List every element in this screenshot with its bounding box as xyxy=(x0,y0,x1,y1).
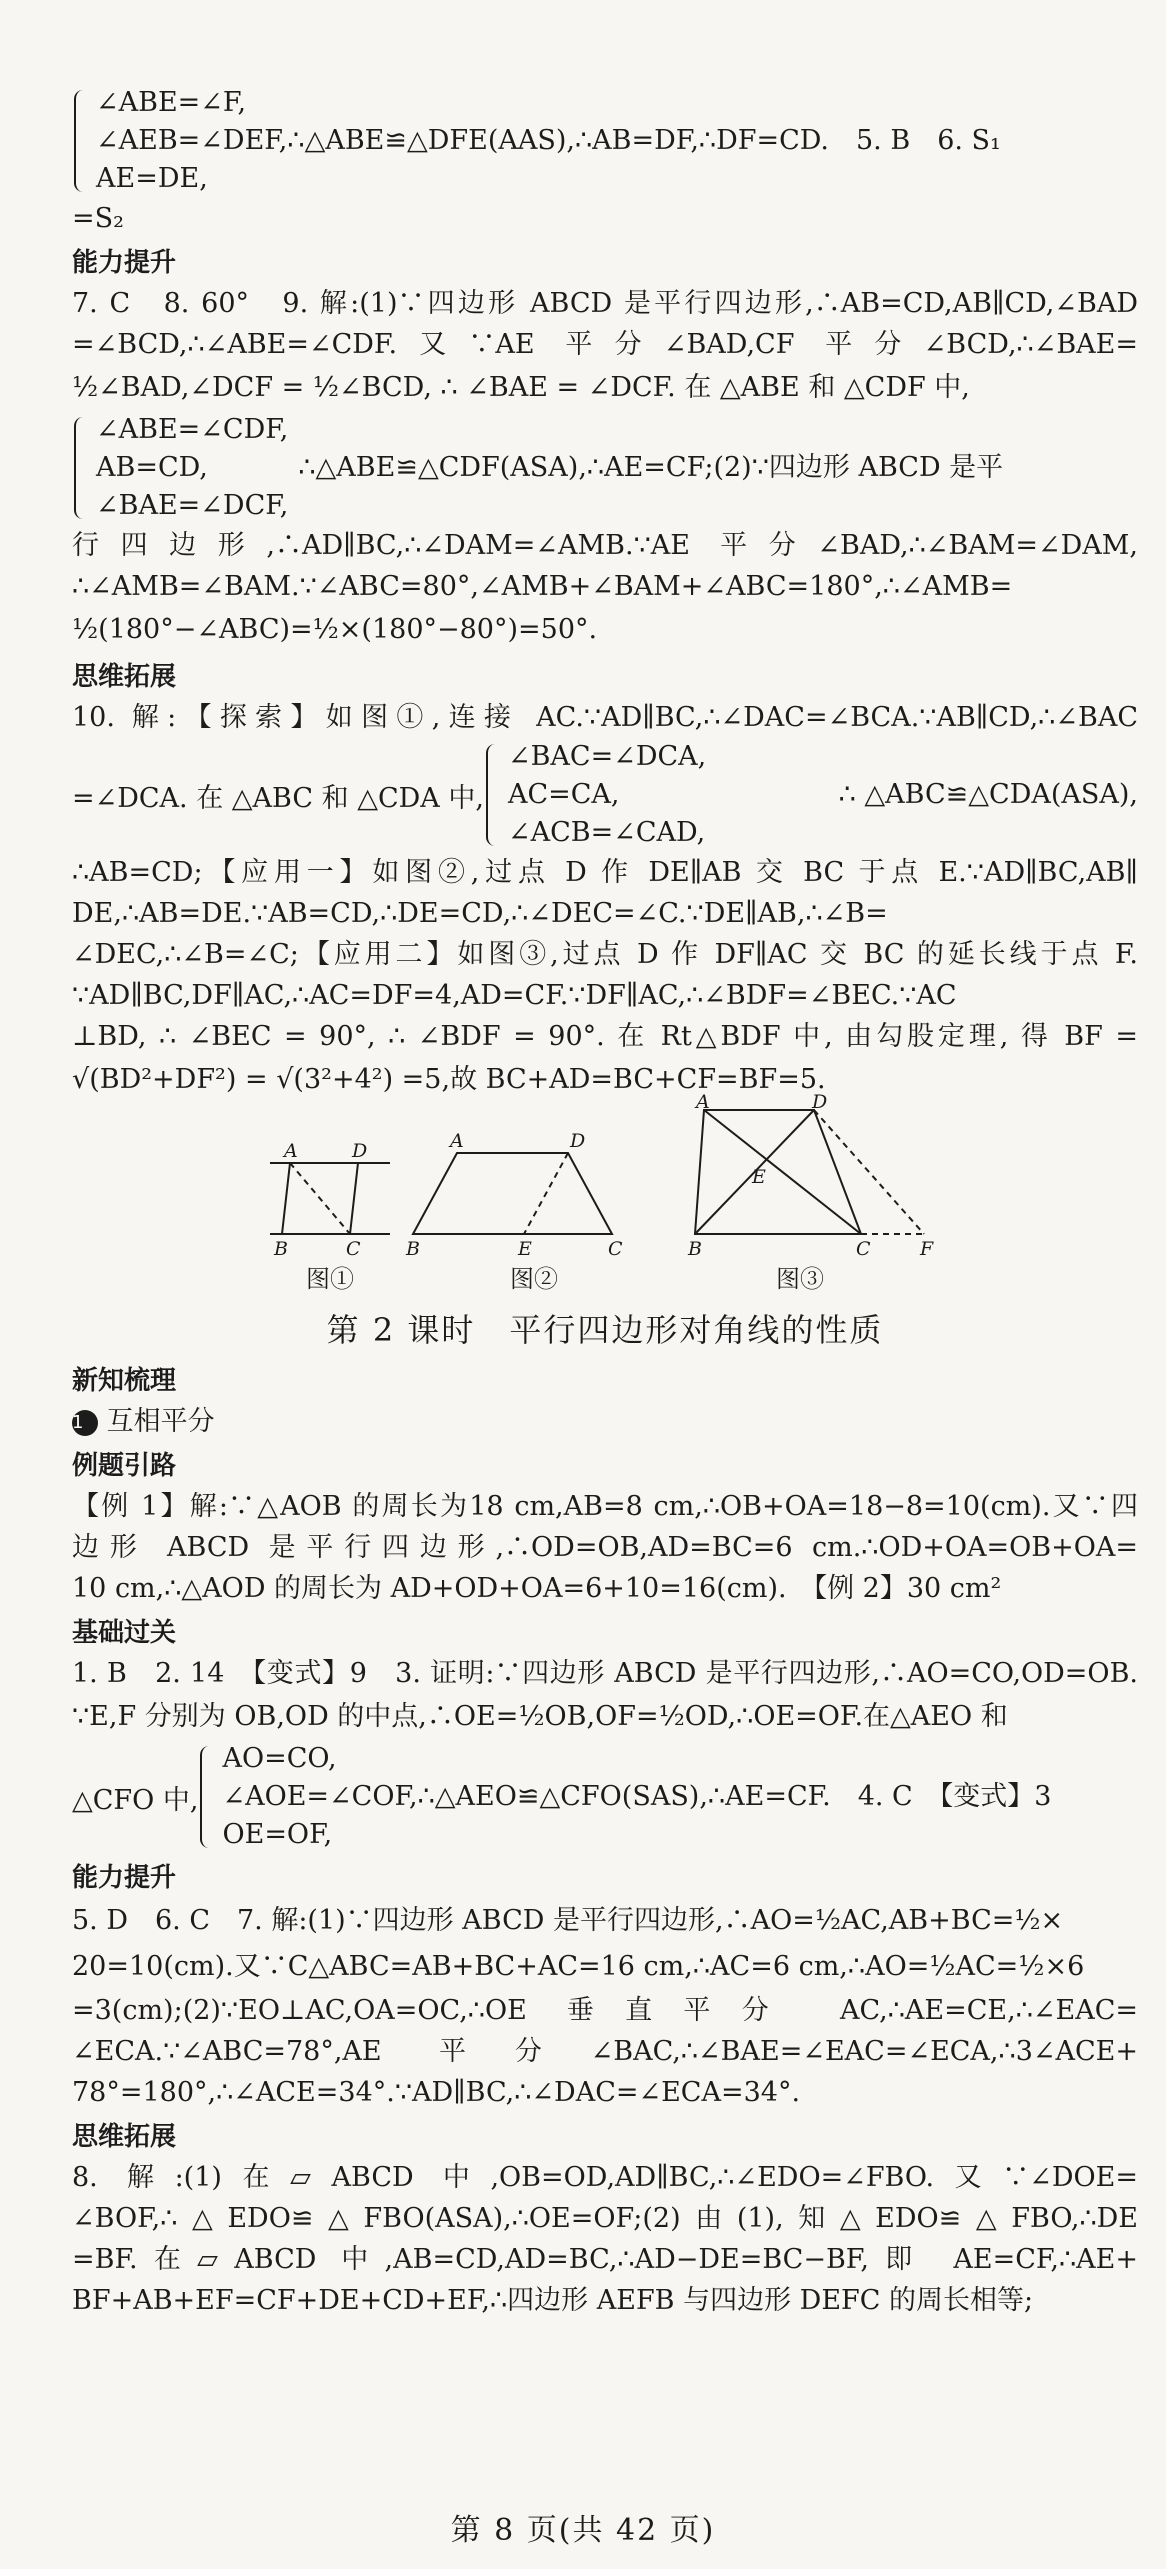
geometry-figures xyxy=(72,1091,1138,1293)
fig2-label-c: C xyxy=(608,1238,623,1260)
text-line: ½∠BAD,∠DCF = ½∠BCD, ∴ ∠BAE = ∠DCF. 在 △ABE 和 △CDF 中, xyxy=(72,372,970,403)
text-line: ∴∠AMB=∠BAM.∵∠ABC=80°,∠AMB+∠BAM+∠ABC=180°,∴∠AMB= xyxy=(72,571,1013,602)
fig3-caption: 图③ xyxy=(776,1265,824,1293)
brace-row: AO=CO, xyxy=(222,1743,337,1774)
brace-row: ∠BAC=∠DCA, xyxy=(507,741,707,772)
fig3-label-f: F xyxy=(920,1238,934,1260)
brace-system-1 xyxy=(72,84,1138,198)
text-line: =S₂ xyxy=(72,203,124,234)
page-footer: 第 8 页(共 42 页) xyxy=(450,2513,716,2548)
numbered-bullet: 1 xyxy=(72,1410,98,1436)
text-line: ⊥BD, ∴ ∠BEC = 90°, ∴ ∠BDF = 90°. 在 Rt△BDF 中, 由勾股定理, 得 BF = xyxy=(72,1021,1138,1052)
text-line: BF+AB+EF=CF+DE+CD+EF,∴四边形 AEFB 与四边形 DEFC 的周长相等; xyxy=(72,2285,1034,2316)
fig2-line-de xyxy=(524,1153,568,1234)
brace-system-3 xyxy=(484,738,1138,852)
section-heading: 新知梳理 xyxy=(72,1366,177,1396)
text-line: DE,∴AB=DE.∵AB=CD,∴DE=CD,∴∠DEC=∠C.∵DE∥AB,∴∠B= xyxy=(72,898,888,929)
brace-mark xyxy=(74,417,90,519)
brace-rest: ∴ △ABC≌△CDA(ASA), xyxy=(838,779,1138,810)
figure-3 xyxy=(695,1110,924,1234)
figure-2 xyxy=(413,1153,612,1234)
figure-1 xyxy=(270,1163,390,1234)
brace-rest: ∴△ABE≌△CDF(ASA),∴AE=CF;(2)∵四边形 ABCD 是平 xyxy=(298,452,1004,483)
section-heading: 能力提升 xyxy=(72,248,177,278)
text-line: 10 cm,∴△AOD 的周长为 AD+OD+OA=6+10=16(cm). 【例 2】30 cm² xyxy=(72,1573,1002,1604)
fig1-side-ab xyxy=(282,1163,290,1234)
brace-line xyxy=(72,738,1138,852)
text-line: ∴AB=CD;【应用一】如图②,过点 D 作 DE∥AB 交 BC 于点 E.∵AD∥BC,AB∥ xyxy=(72,857,1138,888)
section-heading: 基础过关 xyxy=(72,1618,177,1648)
text-line: =BF.在▱ABCD 中,AB=CD,AD=BC,∴AD−DE=BC−BF,即 AE=CF,∴AE+ xyxy=(72,2244,1138,2275)
brace-row: ∠ACB=∠CAD, xyxy=(507,817,706,848)
text-line: ∠DEC,∴∠B=∠C;【应用二】如图③,过点 D 作 DF∥AC 交 BC 的延长线于点 F. xyxy=(72,939,1138,970)
fig3-label-b: B xyxy=(688,1238,702,1260)
brace-row: ∠BAE=∠DCF, xyxy=(96,490,289,521)
brace-row: ∠AOE=∠COF,∴△AEO≌△CFO(SAS),∴AE=CF. 4. C 【变式】3 xyxy=(222,1781,1052,1812)
text-line: ½(180°−∠ABC)=½×(180°−80°)=50°. xyxy=(72,614,598,645)
fig1-label-a: A xyxy=(284,1140,298,1162)
text-line: ∠BOF,∴△EDO≌△FBO(ASA),∴OE=OF;(2)由(1),知△EDO≌△FBO,∴DE xyxy=(72,2203,1138,2234)
fig1-diagonal-ac xyxy=(290,1163,350,1234)
text-line: ∵AD∥BC,DF∥AC,∴AC=DF=4,AD=CF.∵DF∥AC,∴∠BDF=∠BEC.∵AC xyxy=(72,980,957,1011)
brace-prefix: =∠DCA. 在 △ABC 和 △CDA 中, xyxy=(72,782,484,814)
left-margin-strip xyxy=(0,0,16,2569)
text-line: ∵E,F 分别为 OB,OD 的中点,∴OE=½OB,OF=½OD,∴OE=OF.在△AEO 和 xyxy=(72,1701,1008,1732)
text-line: 行四边形,∴AD∥BC,∴∠DAM=∠AMB.∵AE 平分∠BAD,∴∠BAM=∠DAM, xyxy=(72,530,1138,561)
fig3-label-c: C xyxy=(856,1238,871,1260)
fig3-label-a: A xyxy=(696,1091,710,1113)
text-line xyxy=(72,1401,1138,1442)
text-line: 10. 解:【探索】如图①,连接 AC.∵AD∥BC,∴∠DAC=∠BCA.∵AB∥CD,∴∠BAC xyxy=(72,702,1138,733)
fig2-label-a: A xyxy=(450,1130,464,1152)
brace-row: ∠ABE=∠F, xyxy=(96,87,247,118)
fig2-label-e: E xyxy=(518,1238,532,1260)
text-line: √(BD²+DF²) = √(3²+4²) =5,故 BC+AD=BC+CF=BF=5. xyxy=(72,1064,826,1095)
fig1-label-d: D xyxy=(352,1140,368,1162)
text-line: 20=10(cm).又∵C△ABC=AB+BC+AC=16 cm,∴AC=6 cm,∴AO=½AC=½×6 xyxy=(72,1951,1085,1982)
brace-row: ∠ABE=∠CDF, xyxy=(96,414,289,445)
text-line: 5. D 6. C 7. 解:(1)∵四边形 ABCD 是平行四边形,∴AO=½AC,AB+BC=½× xyxy=(72,1905,1064,1936)
text-line: 边形 ABCD 是平行四边形,∴OD=OB,AD=BC=6 cm.∴OD+OA=OB+OA= xyxy=(72,1532,1138,1563)
fig1-label-c: C xyxy=(346,1238,361,1260)
brace-line xyxy=(72,1740,1138,1854)
brace-row: AC=CA, xyxy=(507,779,620,810)
brace-row: AB=CD, xyxy=(96,452,208,483)
page-content xyxy=(72,84,1138,2321)
brace-system-2 xyxy=(72,411,1138,525)
text-line: 7. C 8. 60° 9. 解:(1)∵四边形 ABCD 是平行四边形,∴AB=CD,AB∥CD,∠BAD xyxy=(72,288,1138,319)
fig2-caption: 图② xyxy=(510,1265,558,1293)
section-heading: 例题引路 xyxy=(72,1451,177,1481)
figures-row xyxy=(72,1091,1138,1293)
fig2-trapezoid xyxy=(413,1153,612,1234)
fig2-label-b: B xyxy=(406,1238,420,1260)
brace-mark xyxy=(200,1746,216,1848)
fig1-label-b: B xyxy=(274,1238,288,1260)
text-line: 78°=180°,∴∠ACE=34°.∵AD∥BC,∴∠DAC=∠ECA=34°. xyxy=(72,2077,801,2108)
section-heading: 思维拓展 xyxy=(72,662,177,692)
chapter-title: 第 2 课时 平行四边形对角线的性质 xyxy=(326,1311,884,1349)
text-line: 【例 1】解:∵△AOB 的周长为18 cm,AB=8 cm,∴OB+OA=18−8=10(cm).又∵四 xyxy=(72,1491,1138,1522)
section-heading: 能力提升 xyxy=(72,1863,177,1893)
brace-mark xyxy=(486,744,502,846)
text-line: =∠BCD,∴∠ABE=∠CDF.又∵AE 平分∠BAD,CF 平分∠BCD,∴∠BAE= xyxy=(72,329,1138,360)
text-line: ∠ECA.∵∠ABC=78°,AE 平分∠BAC,∴∠BAE=∠EAC=∠ECA,∴3∠ACE+ xyxy=(72,2036,1138,2067)
new-item-text: 互相平分 xyxy=(106,1406,215,1437)
fig1-caption: 图① xyxy=(306,1265,354,1293)
brace-prefix: △CFO 中, xyxy=(72,1784,199,1816)
brace-row: OE=OF, xyxy=(222,1819,333,1850)
text-line: 1. B 2. 14 【变式】9 3. 证明:∵四边形 ABCD 是平行四边形,∴AO=CO,OD=OB. xyxy=(72,1658,1138,1689)
fig2-label-d: D xyxy=(570,1130,586,1152)
brace-mark xyxy=(74,90,90,192)
text-line: =3(cm);(2)∵EO⊥AC,OA=OC,∴OE 垂直平分 AC,∴AE=CE,∴∠EAC= xyxy=(72,1995,1138,2026)
brace-row: ∠AEB=∠DEF,∴△ABE≌△DFE(AAS),∴AB=DF,∴DF=CD. 5. B 6. S₁ xyxy=(96,125,1001,156)
brace-row: AE=DE, xyxy=(96,163,208,194)
brace-system-4 xyxy=(198,1740,1051,1854)
fig3-line-df xyxy=(814,1110,924,1234)
fig1-side-dc xyxy=(350,1163,358,1234)
fig3-label-d: D xyxy=(812,1091,828,1113)
section-heading: 思维拓展 xyxy=(72,2122,177,2152)
fig3-label-e: E xyxy=(752,1166,766,1188)
text-line: 8. 解:(1)在▱ABCD 中,OB=OD,AD∥BC,∴∠EDO=∠FBO.又∵∠DOE= xyxy=(72,2162,1138,2193)
